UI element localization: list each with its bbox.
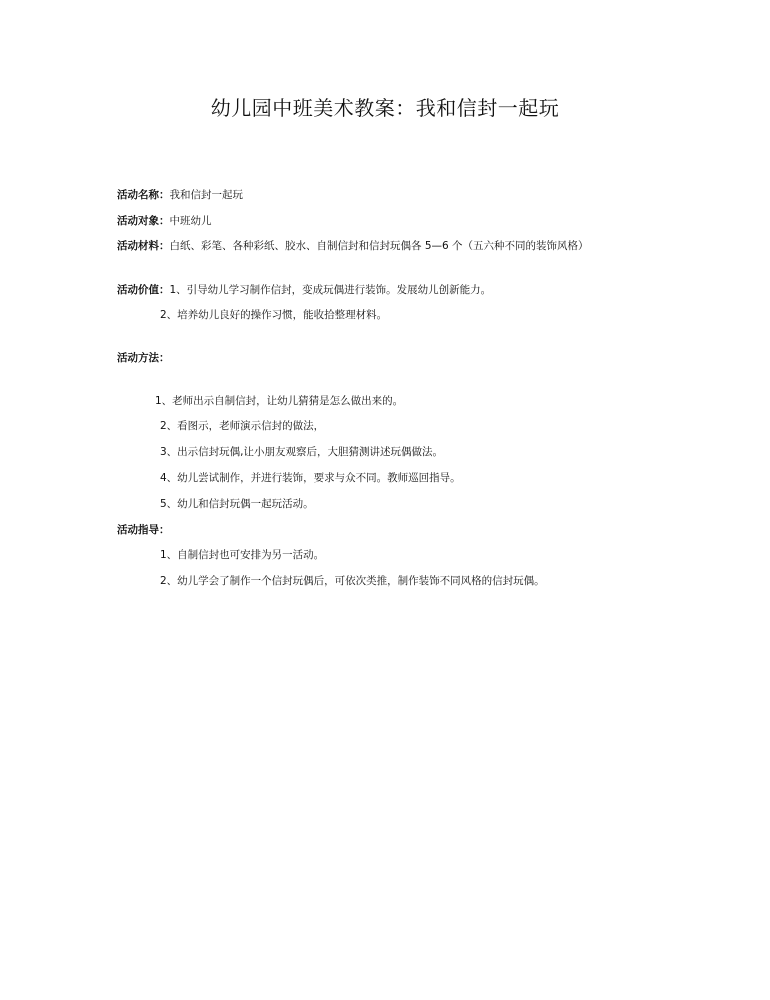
activity-method-item: 1、老师出示自制信封，让幼儿猜猜是怎么做出来的。 [155,395,404,407]
activity-method-label: 活动方法： [117,352,170,364]
activity-name-label: 活动名称： [117,189,170,201]
activity-target-label: 活动对象： [117,215,170,227]
activity-target-value: 中班幼儿 [169,215,212,227]
activity-value-label: 活动价值： [117,284,170,296]
activity-guidance-label: 活动指导： [117,524,170,536]
activity-method-item: 5、幼儿和信封玩偶一起玩活动。 [160,498,314,510]
activity-materials-label: 活动材料： [117,240,170,252]
activity-name-value: 我和信封一起玩 [169,189,243,201]
activity-method-item: 2、看图示，老师演示信封的做法， [160,420,325,432]
activity-method-item: 4、幼儿尝试制作，并进行装饰，要求与众不同。教师巡回指导。 [160,472,461,484]
activity-materials-line [117,239,589,253]
activity-value-item: 1、引导幼儿学习制作信封，变成玩偶进行装饰。发展幼儿创新能力。 [169,284,492,296]
activity-name-line [117,188,243,202]
activity-guidance-item: 1、自制信封也可安排为另一活动。 [160,549,325,561]
activity-target-line [117,214,212,228]
activity-materials-value: 白纸、彩笔、各种彩纸、胶水、自制信封和信封玩偶各 5—6 个（五六种不同的装饰风格） [169,240,589,252]
activity-method-item: 3、出示信封玩偶,让小朋友观察后，大胆猜测讲述玩偶做法。 [160,446,444,458]
activity-value-line [117,283,491,297]
activity-value-item: 2、培养幼儿良好的操作习惯，能收拾整理材料。 [160,309,388,321]
document-title: 幼儿园中班美术教案：我和信封一起玩 [210,96,560,120]
activity-guidance-item: 2、幼儿学会了制作一个信封玩偶后，可依次类推，制作装饰不同风格的信封玩偶。 [160,575,545,587]
